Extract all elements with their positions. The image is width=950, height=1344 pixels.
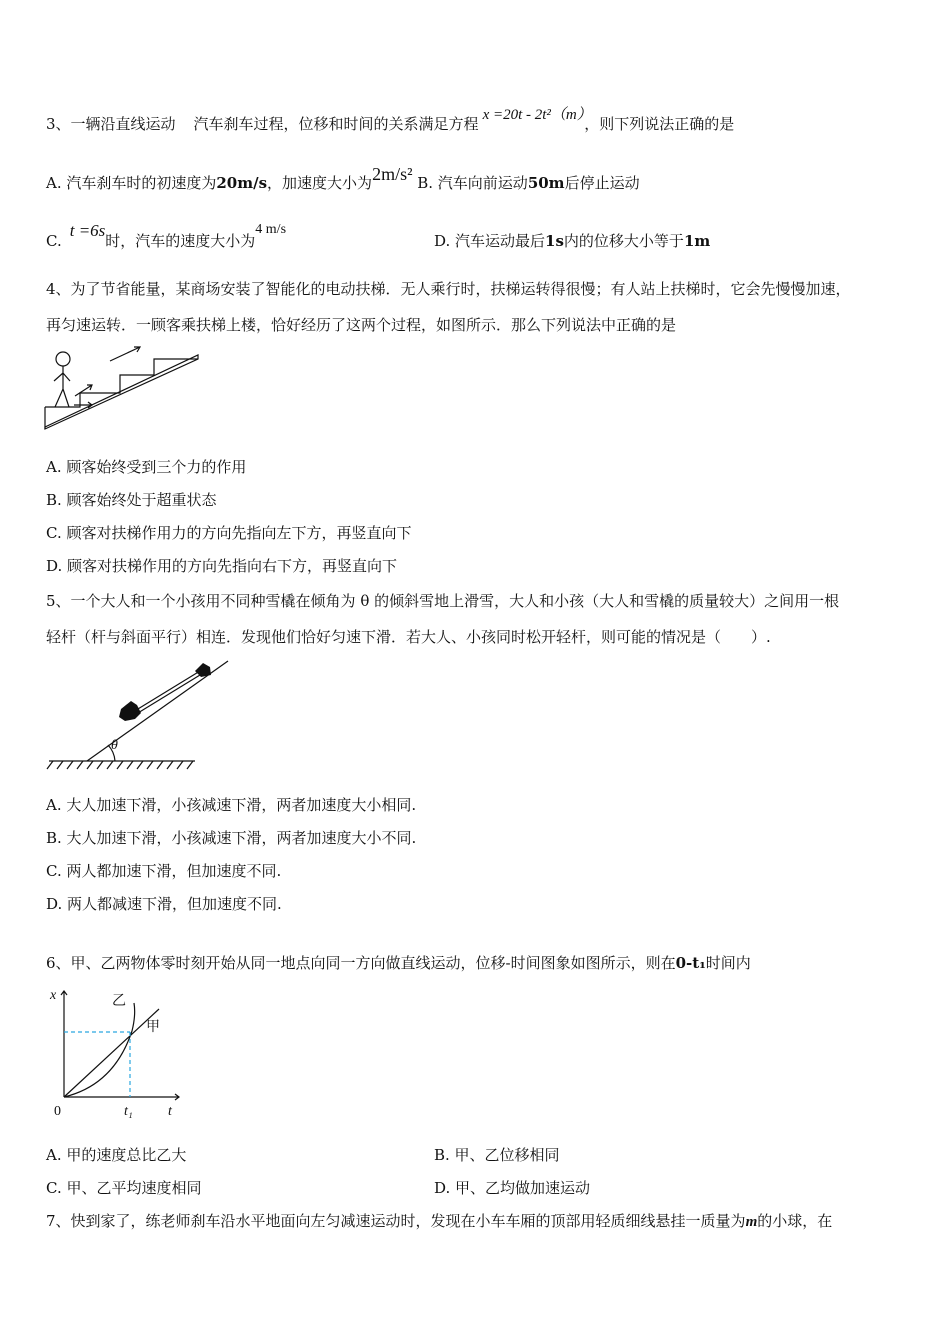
q7-stem-a: 7、快到家了，练老师刹车沿水平地面向左匀减速运动时，发现在小车车厢的顶部用轻质细线悬挂一质量为 (46, 1212, 746, 1230)
q4-stem-line1: 4、为了节省能量，某商场安装了智能化的电动扶梯．无人乘行时，扶梯运转得很慢；有人站上扶梯时，它会先慢慢加速， (46, 280, 851, 298)
q3-option-c-speed: 4 m/s (255, 222, 287, 237)
q4-option-d: D. 顾客对扶梯作用的方向先指向右下方，再竖直向下 (46, 557, 398, 575)
graph-t1-label: t₁ (124, 1104, 133, 1119)
q6-stem-a: 6、甲、乙两物体零时刻开始从同一地点向同一方向做直线运动，位移-时间图象如图所示，则在 (46, 954, 676, 972)
q5-stem-line1: 5、一个大人和一个小孩用不同种雪橇在倾角为 θ 的倾斜雪地上滑雪，大人和小孩（大人和雪橇的质量较大）之间用一根 (46, 592, 840, 610)
q5-stem-line2: 轻杆（杆与斜面平行）相连．发现他们恰好匀速下滑．若大人、小孩同时松开轻杆，则可能的情况是（ ）. (46, 628, 771, 646)
graph-y-axis-label: x (50, 988, 57, 1003)
q5-option-a: A. 大人加速下滑，小孩减速下滑，两者加速度大小相同. (46, 796, 417, 814)
q6-option-c: C. 甲、乙平均速度相同 (46, 1179, 202, 1197)
q3-option-a-text2: ，加速度大小为 (267, 174, 373, 192)
q3-stem-c: ，则下列说法正确的是 (584, 115, 735, 133)
q3-stem (46, 107, 735, 136)
q6-stem (46, 952, 751, 974)
angle-theta-label: θ (111, 738, 118, 753)
q3-option-c-text: 时，汽车的速度大小为 (105, 232, 256, 250)
q5-option-d: D. 两人都减速下滑，但加速度不同. (46, 895, 282, 913)
q4-option-c: C. 顾客对扶梯作用力的方向先指向左下方，再竖直向下 (46, 524, 412, 542)
q3-option-a-accel: 2m/s² (372, 164, 413, 184)
q3-option-d-text: D. 汽车运动最后 (434, 232, 546, 250)
q3-option-c (46, 221, 287, 254)
graph-origin-label: 0 (54, 1104, 61, 1119)
q3-option-d-time: 1s (545, 232, 564, 250)
q3-option-d-distance: 1m (683, 232, 711, 250)
xt-graph (44, 985, 194, 1121)
q5-option-c: C. 两人都加速下滑，但加速度不同. (46, 862, 282, 880)
q3-option-a-text: A. 汽车刹车时的初速度为 (46, 174, 217, 192)
q7-stem-b: 的小球，在 (757, 1212, 833, 1230)
q6-stem-c: 时间内 (705, 954, 751, 972)
q3-formula: x =20t - 2t²（m） (482, 107, 585, 123)
escalator-figure (42, 345, 202, 431)
q4-option-b: B. 顾客始终处于超重状态 (46, 491, 217, 509)
q3-option-d-text2: 内的位移大小等于 (563, 232, 684, 250)
q3-option-b-distance: 50m (527, 174, 565, 192)
q3-option-b-text2: 后停止运动 (564, 174, 640, 192)
q3-option-c-time: t =6s (69, 221, 106, 240)
sled-figure (45, 657, 240, 777)
q5-option-b: B. 大人加速下滑，小孩减速下滑，两者加速度大小不同. (46, 829, 417, 847)
q3-option-a-speed: 20m/s (216, 174, 268, 192)
graph-line-jia-label: 甲 (146, 1020, 160, 1035)
q3-stem-a: 3、一辆沿直线运动 (46, 115, 176, 133)
q6-option-b: B. 甲、乙位移相同 (434, 1146, 560, 1164)
q3-stem-b: 汽车刹车过程，位移和时间的关系满足方程 (193, 115, 479, 133)
q4-option-a: A. 顾客始终受到三个力的作用 (46, 458, 247, 476)
q6-option-d: D. 甲、乙均做加速运动 (434, 1179, 591, 1197)
q6-stem-interval: 0-t₁ (675, 954, 706, 972)
graph-curve-yi-label: 乙 (112, 994, 126, 1009)
q3-option-b-text: B. 汽车向前运动 (417, 174, 528, 192)
q3-option-d (434, 230, 710, 252)
q7-stem-mass: m (745, 1214, 758, 1230)
graph-x-axis-label: t (168, 1104, 172, 1119)
q6-option-a: A. 甲的速度总比乙大 (46, 1146, 187, 1164)
q4-stem-line2: 再匀速运转．一顾客乘扶梯上楼，恰好经历了这两个过程，如图所示．那么下列说法中正确的是 (46, 316, 677, 334)
q3-option-c-label: C. (46, 232, 62, 250)
q7-stem (46, 1210, 832, 1233)
q3-option-a (46, 164, 640, 194)
